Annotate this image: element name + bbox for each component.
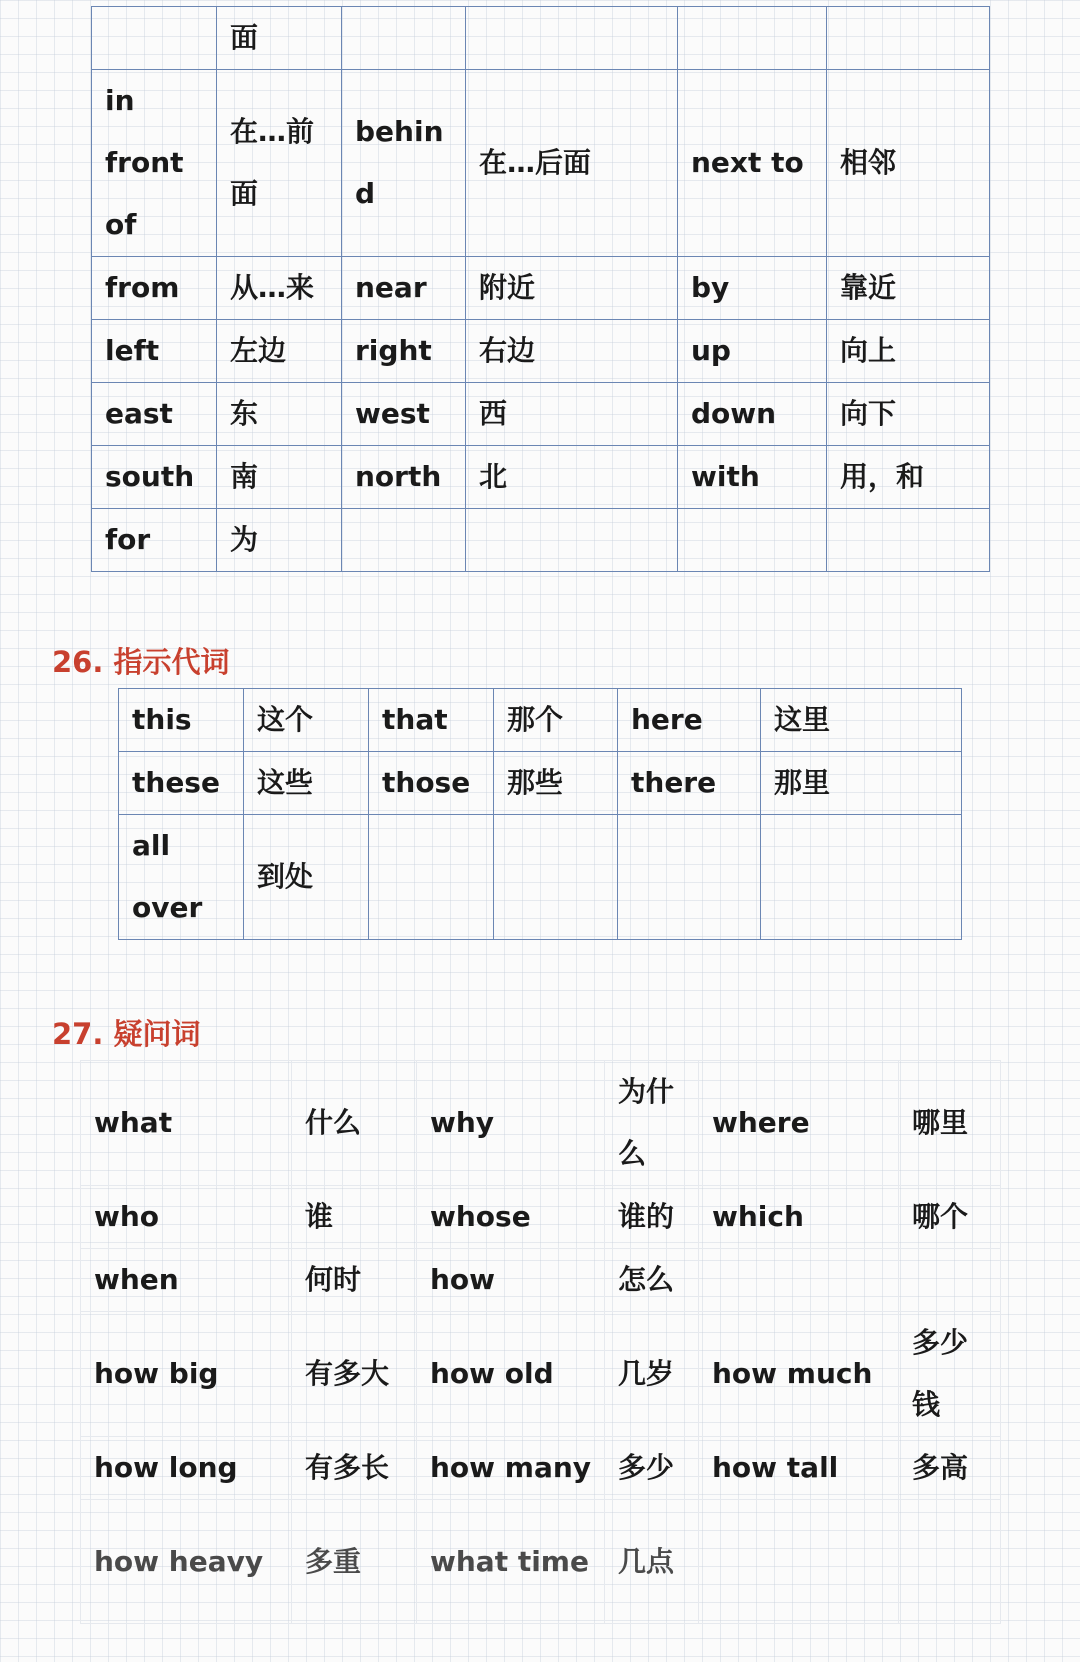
table-row [92,383,990,446]
question-words-table [80,1060,1001,1624]
table-row [92,7,990,70]
cell-line: front [105,146,184,179]
table-cell: 东 [217,383,342,446]
table-cell: south [92,446,217,509]
table-cell [605,1061,699,1186]
table-cell: near [342,257,466,320]
table-cell: those [369,752,494,815]
table-cell: these [119,752,244,815]
table-cell: how much [699,1312,899,1437]
table-cell: 那个 [494,689,618,752]
table-cell: from [92,257,217,320]
table-cell [217,70,342,257]
table-cell: with [678,446,827,509]
table-cell [761,815,962,940]
table-cell: what time [417,1500,605,1624]
table-cell: 面 [217,7,342,70]
table-cell [678,7,827,70]
table-cell: right [342,320,466,383]
table-cell: this [119,689,244,752]
table-cell [369,815,494,940]
table-cell: 从…来 [217,257,342,320]
table-cell: how old [417,1312,605,1437]
table-cell: 这些 [244,752,369,815]
table-cell [92,70,217,257]
table-cell [342,70,466,257]
table-cell: down [678,383,827,446]
table-row [81,1500,1001,1624]
table-cell: 何时 [292,1249,417,1312]
table-cell [678,509,827,572]
cell-line: 为什 [618,1075,675,1108]
table-cell [494,815,618,940]
table-cell: 向上 [827,320,990,383]
table-cell: how tall [699,1437,899,1500]
table-row [119,752,962,815]
table-cell [119,815,244,940]
table-cell: 几点 [605,1500,699,1624]
table-cell: 有多长 [292,1437,417,1500]
table-cell [899,1249,1001,1312]
table-cell: 多少 [605,1437,699,1500]
table-cell: here [618,689,761,752]
table-cell: next to [678,70,827,257]
cell-line: over [132,891,203,924]
table-cell: for [92,509,217,572]
cell-line: 钱 [912,1388,941,1421]
table-cell [899,1312,1001,1437]
table-cell: by [678,257,827,320]
table-cell: 北 [466,446,678,509]
table-cell: 这里 [761,689,962,752]
table-row [81,1186,1001,1249]
table-cell [618,815,761,940]
table-row [92,70,990,257]
table-cell: 谁 [292,1186,417,1249]
cell-line: of [105,208,137,241]
table-cell: who [81,1186,292,1249]
table-cell: 相邻 [827,70,990,257]
table-row [81,1249,1001,1312]
table-row [92,446,990,509]
table-cell [466,509,678,572]
table-cell [92,7,217,70]
table-cell: where [699,1061,899,1186]
table-cell: west [342,383,466,446]
table-cell: there [618,752,761,815]
table-cell [699,1249,899,1312]
table-cell [342,509,466,572]
table-cell: how [417,1249,605,1312]
table-cell: how many [417,1437,605,1500]
cell-line: d [355,177,376,210]
table-cell: how big [81,1312,292,1437]
table-cell: that [369,689,494,752]
table-cell: 几岁 [605,1312,699,1437]
table-cell [342,7,466,70]
table-cell: how heavy [81,1500,292,1624]
table-cell: 为 [217,509,342,572]
cell-line: 么 [618,1137,647,1170]
table-cell: 靠近 [827,257,990,320]
table-cell: whose [417,1186,605,1249]
section-heading: 26. 指示代词 [52,645,230,679]
cell-line: 在…前 [230,115,315,148]
table-row [119,815,962,940]
table-cell: 附近 [466,257,678,320]
table-cell: 多高 [899,1437,1001,1500]
table-row [92,257,990,320]
table-cell: 这个 [244,689,369,752]
table-cell: east [92,383,217,446]
table-row [81,1437,1001,1500]
table-cell [699,1500,899,1624]
cell-line: in [105,84,135,117]
table-cell: 用，和 [827,446,990,509]
cell-line: 面 [230,177,259,210]
table-cell: 向下 [827,383,990,446]
table-cell: 有多大 [292,1312,417,1437]
table-cell: why [417,1061,605,1186]
table-cell: 右边 [466,320,678,383]
table-cell: 哪个 [899,1186,1001,1249]
table-cell: 那些 [494,752,618,815]
section-heading: 27. 疑问词 [52,1017,201,1051]
table-cell: 谁的 [605,1186,699,1249]
table-cell [827,7,990,70]
table-cell [827,509,990,572]
cell-line: all [132,829,171,862]
table-cell: 怎么 [605,1249,699,1312]
table-cell [899,1500,1001,1624]
table-cell: 西 [466,383,678,446]
table-row [92,509,990,572]
table-cell [466,7,678,70]
table-cell: 哪里 [899,1061,1001,1186]
table-cell: left [92,320,217,383]
cell-line: 多少 [912,1326,969,1359]
table-row [119,689,962,752]
table-cell: when [81,1249,292,1312]
prepositions-table [91,6,990,572]
table-cell: 南 [217,446,342,509]
table-cell: 多重 [292,1500,417,1624]
table-cell: 什么 [292,1061,417,1186]
demonstratives-table [118,688,962,940]
table-row [81,1312,1001,1437]
table-cell: what [81,1061,292,1186]
table-cell: how long [81,1437,292,1500]
table-cell: which [699,1186,899,1249]
table-cell: 到处 [244,815,369,940]
table-cell: 左边 [217,320,342,383]
table-cell: north [342,446,466,509]
table-cell: 在…后面 [466,70,678,257]
table-row [81,1061,1001,1186]
cell-line: behin [355,115,444,148]
table-cell: 那里 [761,752,962,815]
table-row [92,320,990,383]
table-cell: up [678,320,827,383]
